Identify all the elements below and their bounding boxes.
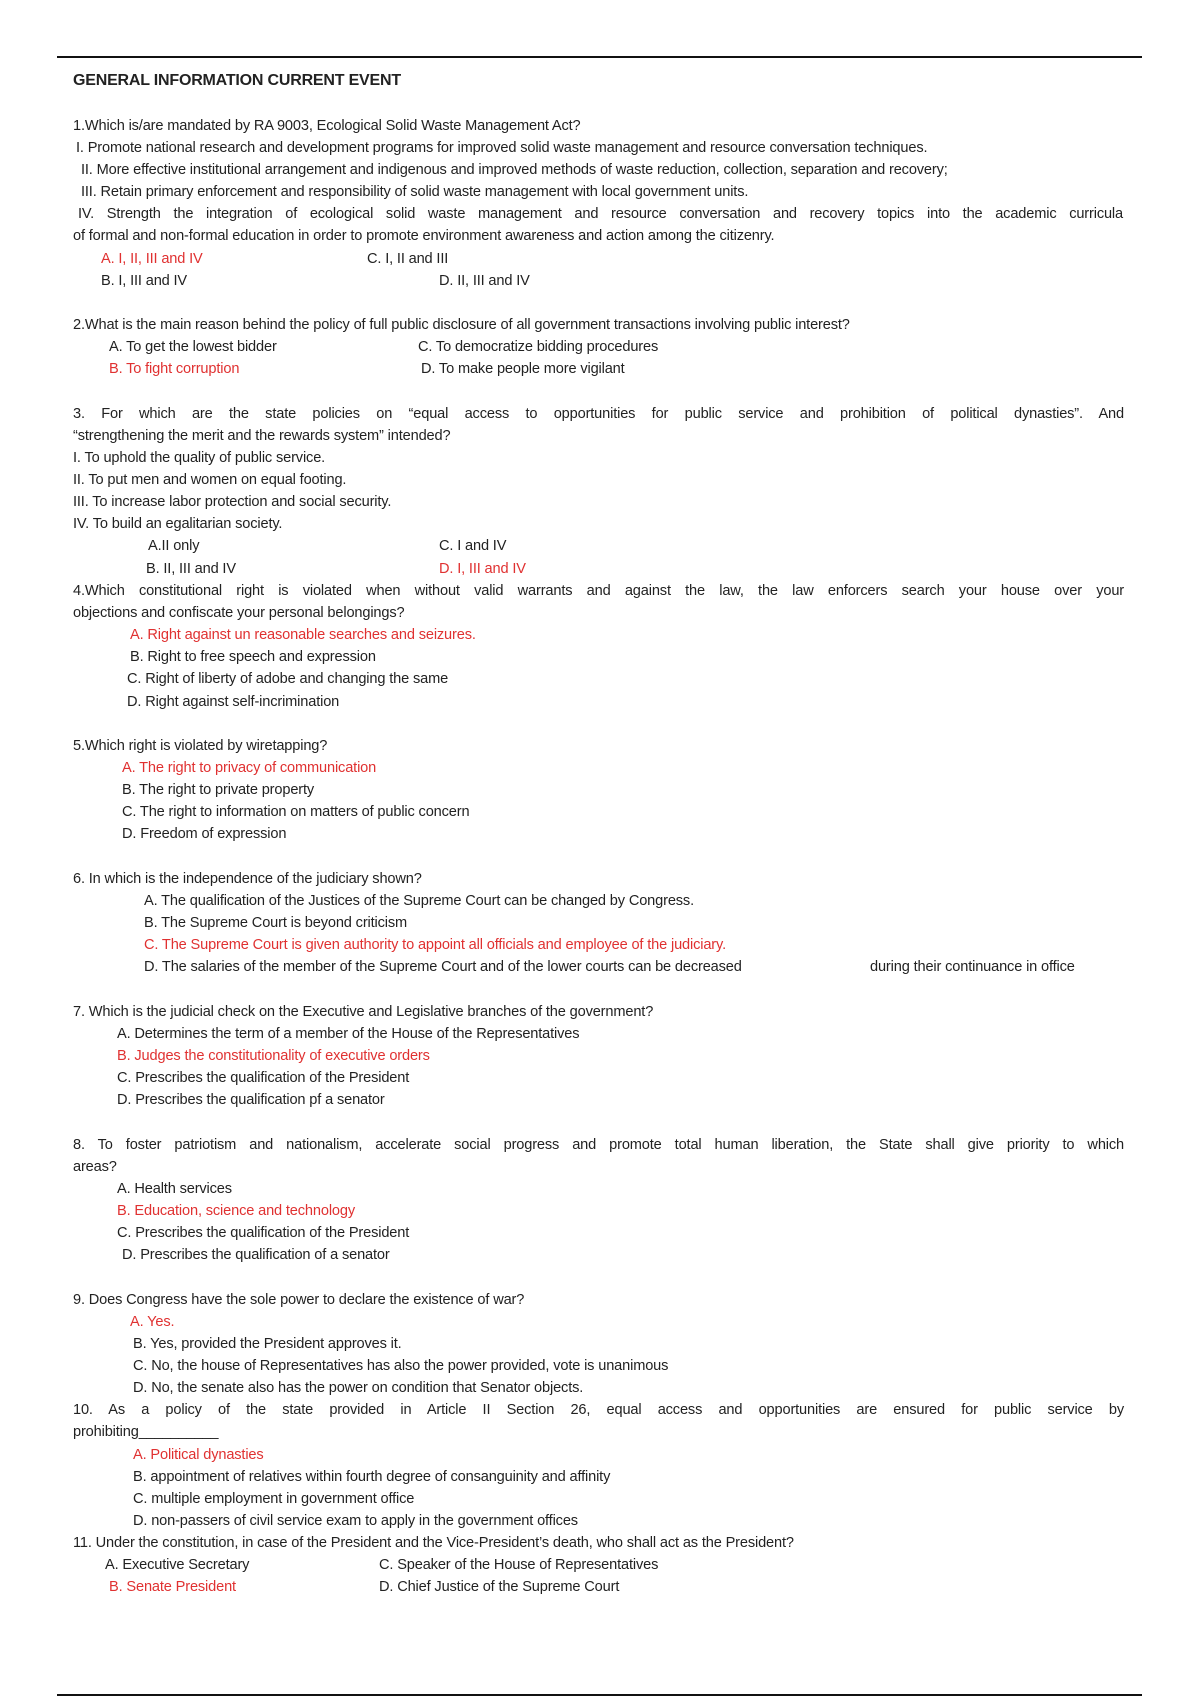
document-line: D. To make people more vigilant xyxy=(421,361,625,377)
correct-answer: A. I, II, III and IV xyxy=(101,251,203,267)
document-line: B. The Supreme Court is beyond criticism xyxy=(144,915,408,931)
correct-answer: D. I, III and IV xyxy=(439,561,526,577)
document-line: C. I, II and III xyxy=(367,251,449,267)
document-line: III. Retain primary enforcement and responsibility of solid waste management with local government units. xyxy=(81,184,749,200)
document-line: 8. To foster patriotism and nationalism, accelerate social progress and promote total human liberation, the State shall give priority to which xyxy=(73,1137,1124,1153)
bottom-rule xyxy=(57,1694,1142,1696)
document-line: D. Freedom of expression xyxy=(122,826,287,842)
document-line: D. Prescribes the qualification pf a senator xyxy=(117,1092,385,1108)
document-line: D. The salaries of the member of the Supreme Court and of the lower courts can be decreased xyxy=(144,959,742,975)
document-line: B. Right to free speech and expression xyxy=(130,649,376,665)
document-line: C. Right of liberty of adobe and changing the same xyxy=(127,671,449,687)
document-line: A. Executive Secretary xyxy=(105,1557,250,1573)
document-line: C. Prescribes the qualification of the President xyxy=(117,1225,410,1241)
document-line: C. To democratize bidding procedures xyxy=(418,339,659,355)
document-line: A. Determines the term of a member of the House of the Representatives xyxy=(117,1026,580,1042)
document-line: II. More effective institutional arrangement and indigenous and improved methods of waste reduction, collection, separation and recovery; xyxy=(81,162,948,178)
correct-answer: A. The right to privacy of communication xyxy=(122,760,377,776)
document-line: C. Prescribes the qualification of the President xyxy=(117,1070,410,1086)
correct-answer: B. Judges the constitutionality of executive orders xyxy=(117,1048,430,1064)
document-line: D. II, III and IV xyxy=(439,273,530,289)
document-line: C. No, the house of Representatives has also the power provided, vote is unanimous xyxy=(133,1358,669,1374)
document-line: during their continuance in office xyxy=(870,959,1075,975)
document-line: D. Prescribes the qualification of a senator xyxy=(122,1247,390,1263)
document-line: B. Yes, provided the President approves it. xyxy=(133,1336,402,1352)
correct-answer: B. To fight corruption xyxy=(109,361,240,377)
document-line: III. To increase labor protection and social security. xyxy=(73,494,392,510)
top-rule xyxy=(57,56,1142,58)
document-line: 4.Which constitutional right is violated when without valid warrants and against the law, the law enforcers search your house over your xyxy=(73,583,1124,599)
correct-answer: B. Senate President xyxy=(109,1579,236,1595)
document-line: A. To get the lowest bidder xyxy=(109,339,277,355)
document-line: I. Promote national research and development programs for improved solid waste management and resource conversation techniques. xyxy=(76,140,928,156)
document-line: 1.Which is/are mandated by RA 9003, Ecological Solid Waste Management Act? xyxy=(73,118,581,134)
document-line: I. To uphold the quality of public service. xyxy=(73,450,326,466)
document-line: prohibiting__________ xyxy=(73,1424,219,1440)
document-line: C. multiple employment in government office xyxy=(133,1491,415,1507)
page-title: GENERAL INFORMATION CURRENT EVENT xyxy=(73,72,401,89)
correct-answer: C. The Supreme Court is given authority to appoint all officials and employee of the judiciary. xyxy=(144,937,726,953)
document-line: B. appointment of relatives within fourth degree of consanguinity and affinity xyxy=(133,1469,611,1485)
document-line: 11. Under the constitution, in case of the President and the Vice-President’s death, who shall act as the President? xyxy=(73,1535,794,1551)
document-line: D. Chief Justice of the Supreme Court xyxy=(379,1579,620,1595)
correct-answer: B. Education, science and technology xyxy=(117,1203,355,1219)
document-line: of formal and non-formal education in order to promote environment awareness and action among the citizenry. xyxy=(73,228,775,244)
document-line: IV. Strength the integration of ecological solid waste management and resource conversation and recovery topics into the academic curricula xyxy=(78,206,1123,222)
document-line: IV. To build an egalitarian society. xyxy=(73,516,283,532)
document-line: C. Speaker of the House of Representatives xyxy=(379,1557,659,1573)
correct-answer: A. Right against un reasonable searches and seizures. xyxy=(130,627,476,643)
correct-answer: A. Yes. xyxy=(130,1314,175,1330)
document-line: D. Right against self-incrimination xyxy=(127,694,340,710)
document-line: 3. For which are the state policies on “equal access to opportunities for public service and prohibition of political dynasties”. And xyxy=(73,406,1124,422)
document-line: 10. As a policy of the state provided in Article II Section 26, equal access and opportunities are ensured for public service by xyxy=(73,1402,1124,1418)
document-line: C. The right to information on matters of public concern xyxy=(122,804,470,820)
document-line: 6. In which is the independence of the judiciary shown? xyxy=(73,871,422,887)
document-line: D. non-passers of civil service exam to apply in the government offices xyxy=(133,1513,578,1529)
document-line: A. Health services xyxy=(117,1181,232,1197)
document-line: B. I, III and IV xyxy=(101,273,188,289)
document-line: 5.Which right is violated by wiretapping? xyxy=(73,738,328,754)
document-line: areas? xyxy=(73,1159,117,1175)
document-line: C. I and IV xyxy=(439,538,507,554)
document-line: 2.What is the main reason behind the policy of full public disclosure of all government transactions involving public interest? xyxy=(73,317,850,333)
document-line: B. The right to private property xyxy=(122,782,315,798)
document-line: B. II, III and IV xyxy=(146,561,236,577)
document-line: objections and confiscate your personal belongings? xyxy=(73,605,405,621)
document-line: A. The qualification of the Justices of the Supreme Court can be changed by Congress. xyxy=(144,893,694,909)
document-line: II. To put men and women on equal footing. xyxy=(73,472,347,488)
document-line: 7. Which is the judicial check on the Executive and Legislative branches of the government? xyxy=(73,1004,654,1020)
document-line: 9. Does Congress have the sole power to declare the existence of war? xyxy=(73,1292,525,1308)
correct-answer: A. Political dynasties xyxy=(133,1447,264,1463)
document-line: A.II only xyxy=(148,538,200,554)
document-line: D. No, the senate also has the power on condition that Senator objects. xyxy=(133,1380,584,1396)
document-line: “strengthening the merit and the rewards system” intended? xyxy=(73,428,451,444)
